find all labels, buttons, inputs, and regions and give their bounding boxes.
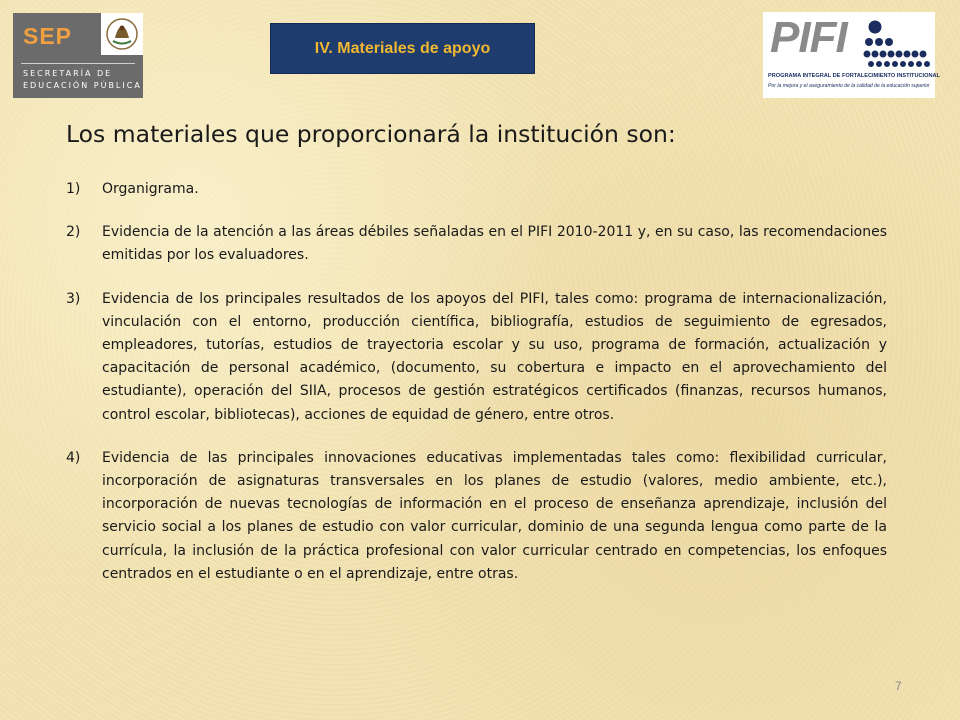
- list-item-number: 4): [66, 449, 81, 466]
- list-item-text: Evidencia de la atención a las áreas débiles señaladas en el PIFI 2010-2011 y, en su caso, las recomendaciones emitidas por los evaluadores.: [102, 224, 887, 264]
- list-item: [66, 221, 887, 267]
- list-item: [66, 178, 887, 201]
- page-number: 7: [895, 679, 902, 693]
- pifi-logo: [763, 12, 940, 98]
- pifi-people-icon: [863, 18, 933, 68]
- sep-logo-word: SEP: [23, 23, 73, 49]
- list-item-text: Organigrama.: [102, 181, 199, 197]
- materials-list: [66, 178, 887, 606]
- pifi-logo-subtitle: PROGRAMA INTEGRAL DE FORTALECIMIENTO INSTITUCIONAL: [768, 73, 940, 79]
- list-item-text: Evidencia de las principales innovaciones educativas implementadas tales como: flexibilidad curricular, incorporación de asignaturas transversales en los planes de estudio (valores, medio ambiente, etc.), incorporación de nuevas tecnologías de información en el proceso de enseñanza aprendizaje, inclusión del servicio social a los planes de estudio con valor curricular, dominio de una segunda lengua como parte de la currícula, la inclusión de la práctica profesional con valor curricular centrado en competencias, los enfoques centrados en el estudiante o en el aprendizaje, entre otras.: [102, 449, 887, 582]
- sep-logo-line2: EDUCACIÓN PÚBLICA: [23, 81, 142, 90]
- pifi-logo-word: PIFI: [770, 13, 847, 62]
- pifi-logo-tagline: Por la mejora y el aseguramiento de la calidad de la educación superior: [768, 83, 930, 89]
- sep-divider: [21, 63, 135, 64]
- list-item-text: Evidencia de los principales resultados de los apoyos del PIFI, tales como: programa de internacionalización, vinculación con el entorno, producción científica, bibliografía, estudios de seguimiento de egresados, empleadores, tutorías, estudios de trayectoria escolar y su uso, programa de formación, actualización y capacitación de personal académico, (documento, su cobertura e impacto en el aprovechamiento del estudiante), operación del SIIA, procesos de gestión estratégicos certificados (finanzas, recursos humanos, control escolar, bibliotecas), acciones de equidad de género, entre otros.: [102, 290, 887, 423]
- list-item-number: 2): [66, 224, 81, 241]
- section-title: [270, 23, 535, 74]
- mexico-eagle-emblem-icon: [101, 13, 143, 55]
- page-title: Los materiales que proporcionará la institución son:: [66, 120, 676, 148]
- sep-logo-line1: SECRETARÍA DE: [23, 69, 113, 78]
- section-title-text: IV. Materiales de apoyo: [314, 39, 491, 57]
- sep-logo: [13, 13, 143, 98]
- list-item-number: 3): [66, 290, 81, 307]
- list-item-number: 1): [66, 181, 81, 197]
- list-item: [66, 288, 887, 427]
- list-item: [66, 447, 887, 586]
